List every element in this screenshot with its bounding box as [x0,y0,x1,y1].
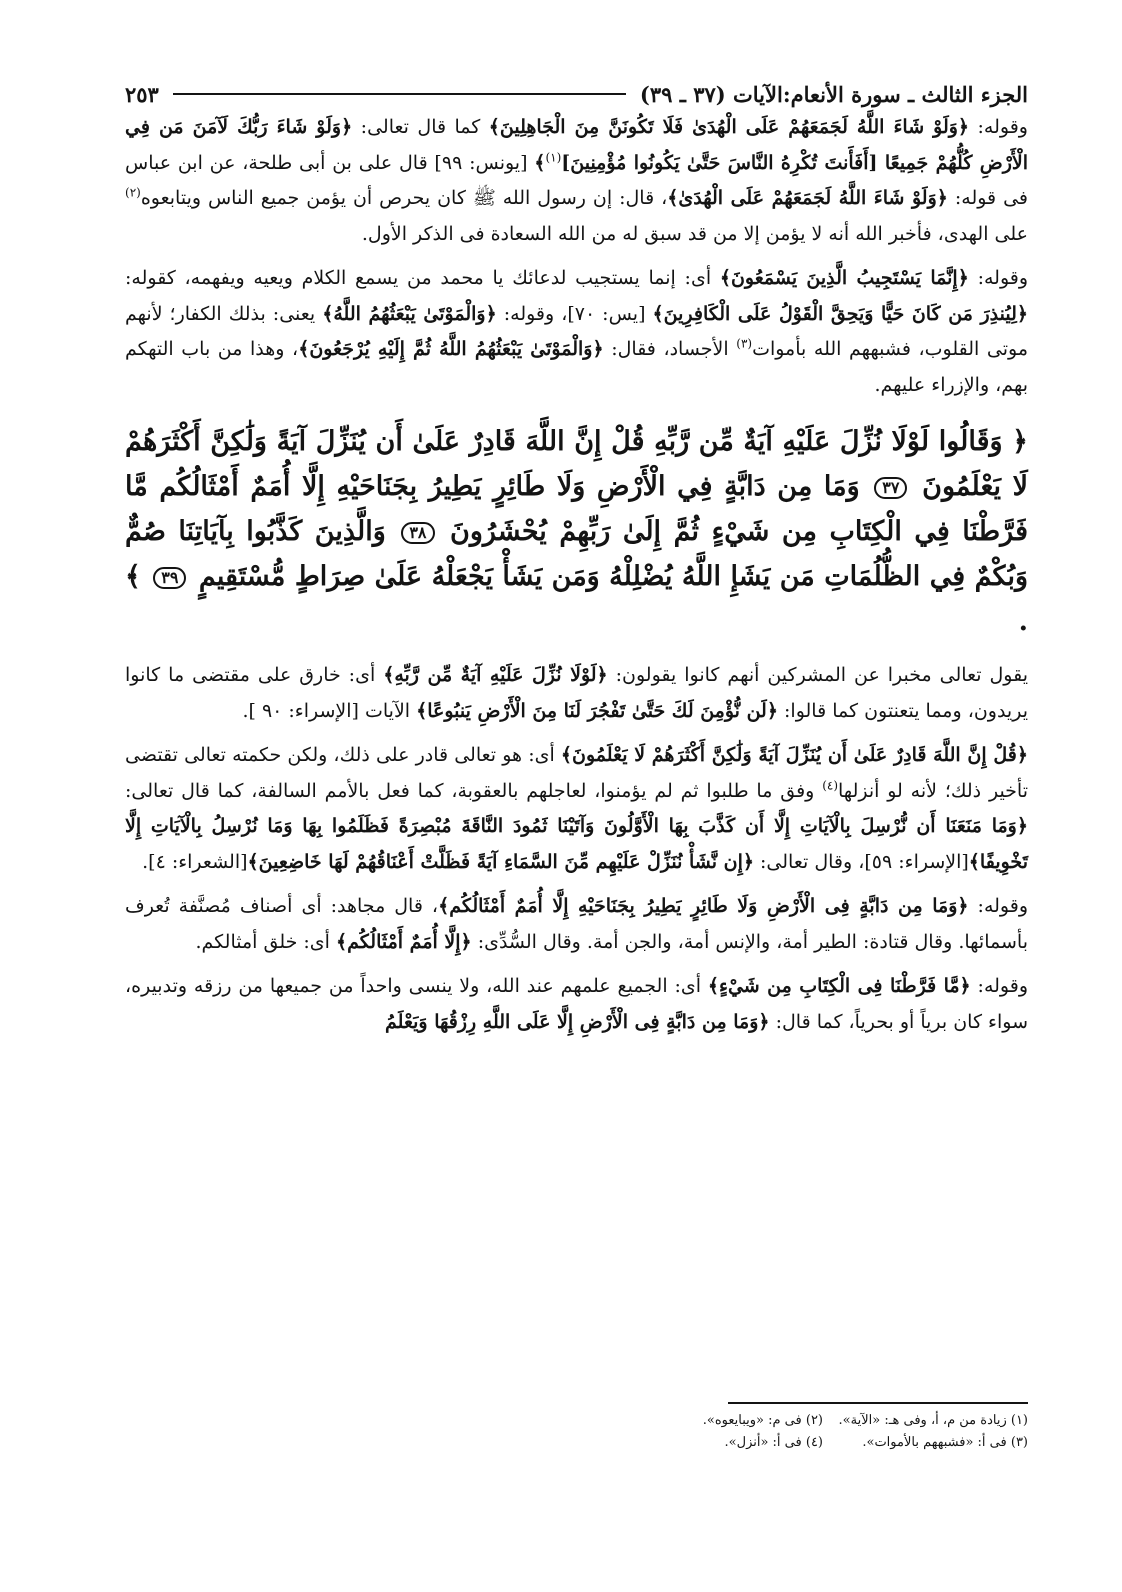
text-run: أى: إنما يستجيب لدعائك يا محمد من يسمع الكلام ويعيه ويفهمه، كقوله: [125,267,712,289]
text-run: يقول تعالى مخبرا عن المشركين أنهم كانوا يقولون: [615,664,1028,686]
footnote-ref: (٣) [736,336,753,351]
text-run: أى: خلق أمثالكم. [195,930,330,953]
text-run: ، قال: إن رسول الله ﷺ كان يحرص أن يؤمن جميع الناس ويتابعوه [140,187,668,209]
footnote-4: (٤) فى أ: «أنزل». [724,1435,823,1450]
quran-quote: ﴿مَّا فَرَّطْنَا فِى الْكِتَابِ مِن شَيْءٍ﴾ [707,975,971,997]
commentary-paragraph [125,969,1028,1040]
ornate-bracket: ﴾ . [125,561,1028,637]
text-run: الآيات [الإسراء: ٩٠ ]. [242,699,411,722]
text-run: الأجساد، فقال: [611,338,729,360]
text-run: [يونس: ٩٩] قال على بن أبى طلحة، عن ابن عباس فى قوله: [125,151,1029,209]
text-run: يعنى: بذلك الكفار؛ لأنهم موتى القلوب، فشبههم الله بأموات [125,302,1029,360]
footnote-rule-wrap [125,1402,1028,1404]
quran-quote: ﴿وَلَوْ شَاءَ اللَّهُ لَجَمَعَهُمْ عَلَى الْهُدَىٰ فَلَا تَكُونَنَّ مِنَ الْجَاهِلِينَ﴾ [488,116,970,138]
commentary-paragraph [125,658,1028,729]
footnote-1: (١) زيادة من م، أ، وفى هـ: «الآية». [838,1413,1028,1428]
page [125,78,1028,1049]
commentary-paragraph [125,738,1028,880]
text-run: وقوله: [977,895,1028,917]
ornate-bracket: ﴿ [1012,426,1028,457]
commentary-paragraph [125,261,1028,403]
text-run: [يس: ٧٠]، وقوله: [503,302,646,325]
footnote-ref: (٤) [822,778,839,793]
quran-quote: ﴿وَلَوْ شَاءَ اللَّهُ لَجَمَعَهُمْ عَلَى الْهُدَىٰ﴾ [667,187,948,209]
footnote-list [125,1410,1028,1454]
text-run: أى: هو تعالى قادر على ذلك، ولكن حكمته تعالى تقتضى تأخير ذلك؛ لأنه لو أنزلها [125,744,1028,802]
verse-text: وَمَا مِن دَابَّةٍ فِي الْأَرْضِ وَلَا طَائِرٍ يَطِيرُ بِجَنَاحَيْهِ إِلَّا أُمَمٌ أَمْثَالُكُم مَّا فَرَّطْنَا فِي الْكِتَابِ مِن شَيْءٍ ثُمَّ إِلَىٰ رَبِّهِمْ يُحْشَرُونَ [125,471,1028,547]
page-number: ٢٥٣ [125,81,159,107]
text-run: [الشعراء: ٤]. [142,850,248,873]
text-run: وقوله: [977,975,1028,997]
verse-number-38: ٣٨ [401,522,434,544]
verse-number-37: ٣٧ [874,477,907,499]
text-run: وفق ما طلبوا ثم لم يؤمنوا، لعاجلهم بالعقوبة، كما فعل بالأمم السالفة، كما قال تعالى: [125,779,815,802]
quran-quote: ﴿وَمَا مَنَعَنَا أَن نُّرْسِلَ بِالْآيَاتِ إِلَّا أَن كَذَّبَ بِهَا الْأَوَّلُونَ وَآتَيْنَا ثَمُودَ النَّاقَةَ مُبْصِرَةً فَظَلَمُوا بِهَا وَمَا نُرْسِلُ بِالْآيَاتِ إِلَّا تَخْوِيفًا﴾ [125,815,1028,873]
footnote-2: (٢) فى م: «ويبايعوه». [702,1413,823,1428]
quran-quote: ﴿إِن نَّشَأْ نُنَزِّلْ عَلَيْهِم مِّنَ السَّمَاءِ آيَةً فَظَلَّتْ أَعْنَاقُهُمْ لَهَا خَاضِعِينَ﴾ [247,850,754,873]
commentary-paragraph [125,889,1028,960]
running-title: الجزء الثالث ـ سورة الأنعام:الآيات (٣٧ ـ ٣٩) [639,81,1028,107]
text-run: أى: الجميع علمهم عند الله، ولا ينسى واحداً من جميعها من رزقه وتدبيره، سواء كان برياً أو بحرياً، كما قال: [125,975,1028,1033]
quran-quote: ﴿وَمَا مِن دَابَّةٍ فِى الْأَرْضِ إِلَّا عَلَى اللَّهِ رِزْقُهَا وَيَعْلَمُ [385,1010,770,1033]
text-run: على الهدى، فأخبر الله أنه لا يؤمن إلا من قد سبق له من الله السعادة فى الذكر الأول. [361,222,1028,245]
text-run: ، قال مجاهد: أى أصناف مُصنَّفة تُعرف بأسمائها. وقال قتادة: الطير أمة، والإنس أمة، والجن أمة. وقال السُّدِّى: [125,895,1028,953]
verse-block [125,419,1028,644]
quran-quote: ﴿وَمَا مِن دَابَّةٍ فِى الْأَرْضِ وَلَا طَائِرٍ يَطِيرُ بِجَنَاحَيْهِ إِلَّا أُمَمٌ أَمْثَالُكُم﴾ [438,895,969,917]
text-run: [الإسراء: ٥٩]، وقال تعالى: [760,850,969,873]
quran-quote: ﴾ [534,151,546,174]
quran-quote: ﴿وَالْمَوْتَىٰ يَبْعَثُهُمُ اللَّهُ﴾ [322,302,497,325]
quran-quote: ﴿لَوْلَا نُزِّلَ عَلَيْهِ آيَةٌ مِّن رَّبِّهِ﴾ [383,664,608,686]
text-run: وقوله: [977,116,1028,138]
footnote-rule [728,1402,1028,1404]
text-run: أى: خارق على مقتضى ما كانوا يريدون، ومما يتعنتون كما قالوا: [125,664,1028,722]
quran-quote: ﴿إِنَّمَا يَسْتَجِيبُ الَّذِينَ يَسْمَعُونَ﴾ [719,267,969,289]
quran-quote: ﴿وَلَوْ شَاءَ رَبُّكَ لَآمَنَ مَن فِي الْأَرْضِ كُلُّهُمْ جَمِيعًا [أَفَأَنتَ تُكْرِهُ النَّاسَ حَتَّىٰ يَكُونُوا مُؤْمِنِينَ] [125,116,1029,174]
quran-quote: ﴿قُلْ إِنَّ اللَّهَ قَادِرٌ عَلَىٰ أَن يُنَزِّلَ آيَةً وَلَٰكِنَّ أَكْثَرَهُمْ لَا يَعْلَمُونَ﴾ [560,744,1028,766]
footnotes [125,1402,1028,1454]
verse-text: وَقَالُوا لَوْلَا نُزِّلَ عَلَيْهِ آيَةٌ مِّن رَّبِّهِ قُلْ إِنَّ اللَّهَ قَادِرٌ عَلَىٰ أَن يُنَزِّلَ آيَةً وَلَٰكِنَّ أَكْثَرَهُمْ لَا يَعْلَمُونَ [125,426,1029,502]
verse-number-39: ٣٩ [153,567,186,589]
footnote-3: (٣) فى أ: «فشبههم بالأموات». [862,1435,1028,1450]
quran-quote: ﴿إِلَّا أُمَمٌ أَمْثَالُكُم﴾ [336,930,472,953]
verse-text: وَالَّذِينَ كَذَّبُوا بِآيَاتِنَا صُمٌّ وَبُكْمٌ فِي الظُّلُمَاتِ مَن يَشَإِ اللَّهُ يُضْلِلْهُ وَمَن يَشَأْ يَجْعَلْهُ عَلَىٰ صِرَاطٍ مُّسْتَقِيمٍ [125,516,1029,592]
footnote-ref: (٢) [125,185,141,200]
quran-quote: ﴿لَن نُّؤْمِنَ لَكَ حَتَّىٰ تَفْجُرَ لَنَا مِنَ الْأَرْضِ يَنبُوعًا﴾ [416,699,778,722]
quran-quote: ﴿لِيُنذِرَ مَن كَانَ حَيًّا وَيَحِقَّ الْقَوْلُ عَلَى الْكَافِرِينَ﴾ [652,302,1028,325]
text-run: كما قال تعالى: [360,116,481,138]
footnote-ref: (١) [545,150,562,165]
running-header [125,78,1028,110]
commentary-paragraph [125,110,1028,252]
text-run: وقوله: [977,267,1029,289]
header-rule [173,93,626,95]
quran-quote: ﴿وَالْمَوْتَىٰ يَبْعَثُهُمُ اللَّهُ ثُمَّ إِلَيْهِ يُرْجَعُونَ﴾ [298,338,604,360]
text-run: ، وهذا من باب التهكم بهم، والإزراء عليهم. [125,338,1028,396]
